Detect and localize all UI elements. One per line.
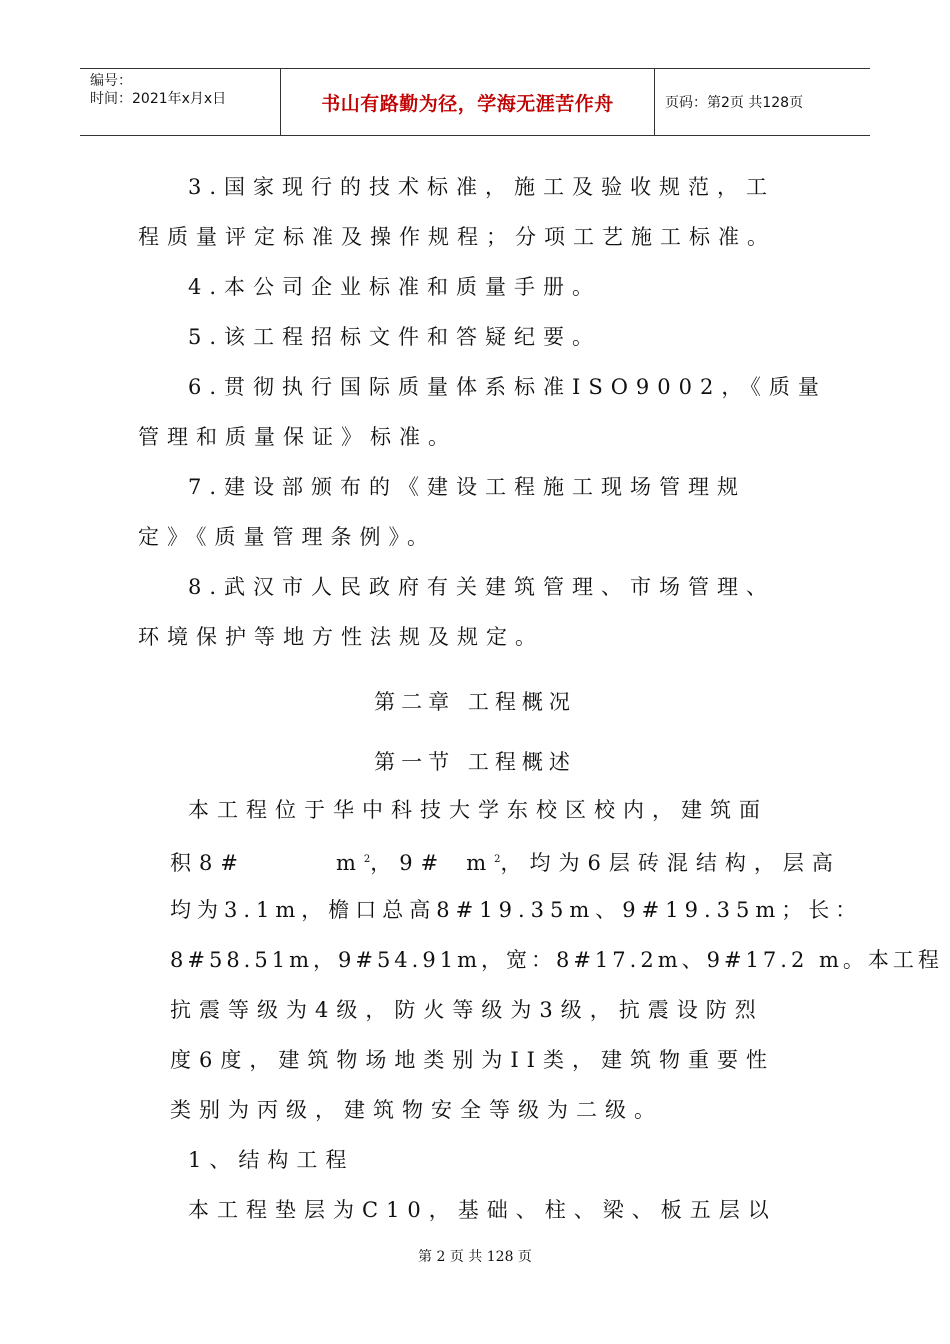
header-left-cell <box>80 69 281 135</box>
body-line: 8.武汉市人民政府有关建筑管理、市场管理、 <box>188 575 776 599</box>
header-page-info: 页码：第2页 共128页 <box>665 95 804 111</box>
area-unit-superscript: 2 <box>494 854 501 865</box>
body-line: 管理和质量保证》标准。 <box>138 425 457 449</box>
body-line: 6.贯彻执行国际质量体系标准ISO9002，《质量 <box>188 375 827 399</box>
area-unit: m <box>466 851 495 875</box>
page-footer: 第 2 页 共 128 页 <box>418 1249 532 1265</box>
header-motto: 书山有路勤为径，学海无涯苦作舟 <box>281 69 655 135</box>
overview-line: 抗震等级为4级，防火等级为3级，抗震设防烈 <box>170 998 764 1022</box>
overview-line: 本工程位于华中科技大学东校区校内，建筑面 <box>188 798 768 822</box>
body-line: 4.本公司企业标准和质量手册。 <box>188 275 602 299</box>
overview-line: 8#58.51m，9#54.91m，宽：8#17.2m、9#17.2 m。本工程 <box>170 948 943 972</box>
overview-line-area <box>170 847 841 876</box>
area-8: 积8# <box>170 851 246 875</box>
overview-line: 类别为丙级，建筑物安全等级为二级。 <box>170 1098 663 1122</box>
body-line: 7.建设部颁布的《建设工程施工现场管理规 <box>188 475 747 499</box>
section-title: 第一节 工程概述 <box>374 750 576 774</box>
body-line: 3.国家现行的技术标准，施工及验收规范，工 <box>188 175 776 199</box>
area-unit: m <box>335 851 364 875</box>
body-line: 定》《质量管理条例》。 <box>138 525 436 549</box>
chapter-title: 第二章 工程概况 <box>374 690 576 714</box>
area-unit-superscript: 2 <box>363 854 371 865</box>
structure-text: ，均为6层砖混结构，层高 <box>500 851 841 875</box>
page-header <box>80 68 870 136</box>
area-9: ，9# <box>370 851 447 875</box>
overview-line: 本工程垫层为C10，基础、柱、梁、板五层以 <box>188 1198 777 1222</box>
subheading-structure: 1、结构工程 <box>188 1148 355 1172</box>
body-line: 环境保护等地方性法规及规定。 <box>138 625 544 649</box>
document-number-label: 编号： <box>90 73 132 89</box>
overview-line: 均为3.1m，檐口总高8#19.35m、9#19.35m；长： <box>170 898 863 922</box>
body-line: 5.该工程招标文件和答疑纪要。 <box>188 325 602 349</box>
overview-line: 度6度，建筑物场地类别为II类，建筑物重要性 <box>170 1048 775 1072</box>
body-line: 程质量评定标准及操作规程；分项工艺施工标准。 <box>138 225 776 249</box>
document-time-label: 时间：2021年x月x日 <box>90 91 227 107</box>
